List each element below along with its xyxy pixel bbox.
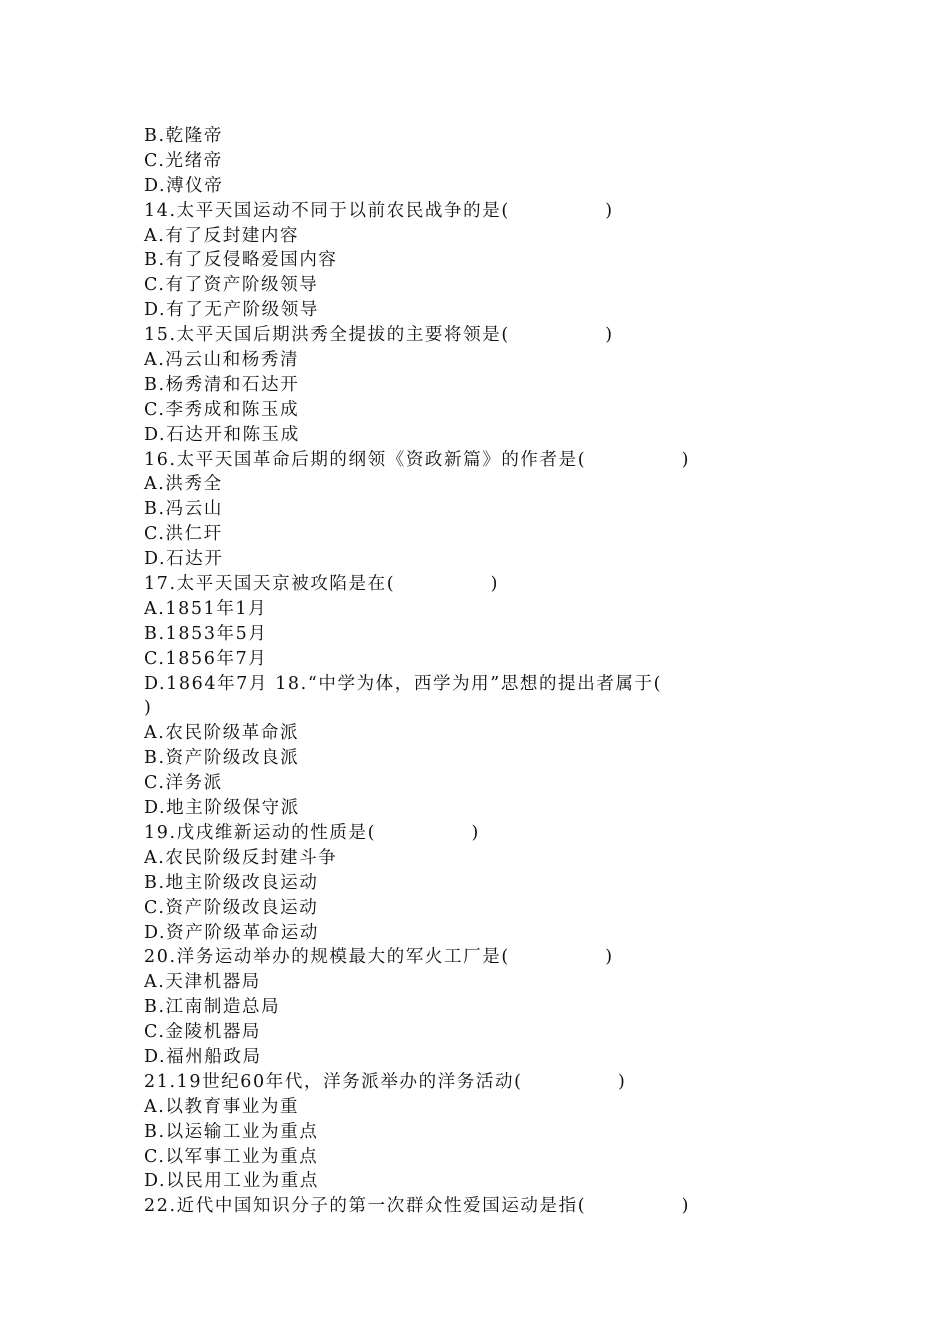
question-20: 20.洋务运动举办的规模最大的军火工厂是( )	[144, 947, 614, 968]
question-19: 19.戊戌维新运动的性质是( )	[144, 822, 480, 843]
q18-option-b: B.资产阶级改良派	[144, 748, 300, 769]
question-22: 22.近代中国知识分子的第一次群众性爱国运动是指( )	[144, 1196, 691, 1217]
q21-option-c: C.以军事工业为重点	[144, 1146, 319, 1167]
option-c-guangxu: C.光绪帝	[144, 150, 223, 171]
question-18-continued: )	[144, 698, 153, 719]
q14-option-a: A.有了反封建内容	[144, 225, 300, 246]
q19-option-b: B.地主阶级改良运动	[144, 872, 319, 893]
q19-option-a: A.农民阶级反封建斗争	[144, 847, 338, 868]
q18-option-a: A.农民阶级革命派	[144, 723, 300, 744]
q20-option-a: A.天津机器局	[144, 972, 261, 993]
q16-option-d: D.石达开	[144, 549, 224, 570]
q15-option-d: D.石达开和陈玉成	[144, 424, 300, 445]
q21-option-b: B.以运输工业为重点	[144, 1121, 319, 1142]
q14-option-d: D.有了无产阶级领导	[144, 300, 319, 321]
q17-option-d-and-question-18: D.1864年7月 18.“中学为体，西学为用”思想的提出者属于(	[144, 673, 663, 694]
q18-option-c: C.洋务派	[144, 773, 223, 794]
q17-option-c: C.1856年7月	[144, 648, 268, 669]
q15-option-c: C.李秀成和陈玉成	[144, 399, 300, 420]
q20-option-d: D.福州船政局	[144, 1046, 262, 1067]
question-14: 14.太平天国运动不同于以前农民战争的是( )	[144, 200, 614, 221]
q21-option-d: D.以民用工业为重点	[144, 1171, 319, 1192]
q16-option-a: A.洪秀全	[144, 474, 223, 495]
q15-option-a: A.冯云山和杨秀清	[144, 350, 300, 371]
question-15: 15.太平天国后期洪秀全提拔的主要将领是( )	[144, 325, 614, 346]
q16-option-c: C.洪仁玕	[144, 524, 223, 545]
q21-option-a: A.以教育事业为重	[144, 1096, 300, 1117]
q20-option-b: B.江南制造总局	[144, 997, 281, 1018]
q17-option-a: A.1851年1月	[144, 598, 268, 619]
q14-option-c: C.有了资产阶级领导	[144, 275, 319, 296]
question-16: 16.太平天国革命后期的纲领《资政新篇》的作者是( )	[144, 449, 691, 470]
q20-option-c: C.金陵机器局	[144, 1022, 262, 1043]
q17-option-b: B.1853年5月	[144, 623, 268, 644]
option-b-qianlong: B.乾隆帝	[144, 126, 223, 146]
q14-option-b: B.有了反侵略爱国内容	[144, 250, 338, 271]
q18-option-d: D.地主阶级保守派	[144, 798, 300, 819]
q15-option-b: B.杨秀清和石达开	[144, 374, 300, 395]
q19-option-d: D.资产阶级革命运动	[144, 922, 319, 943]
document-page	[144, 124, 744, 1219]
q16-option-b: B.冯云山	[144, 499, 223, 520]
q19-option-c: C.资产阶级改良运动	[144, 897, 319, 918]
question-21: 21.19世纪60年代，洋务派举办的洋务活动( )	[144, 1071, 627, 1092]
option-d-puyi: D.溥仪帝	[144, 175, 224, 196]
question-17: 17.太平天国天京被攻陷是在( )	[144, 574, 500, 595]
